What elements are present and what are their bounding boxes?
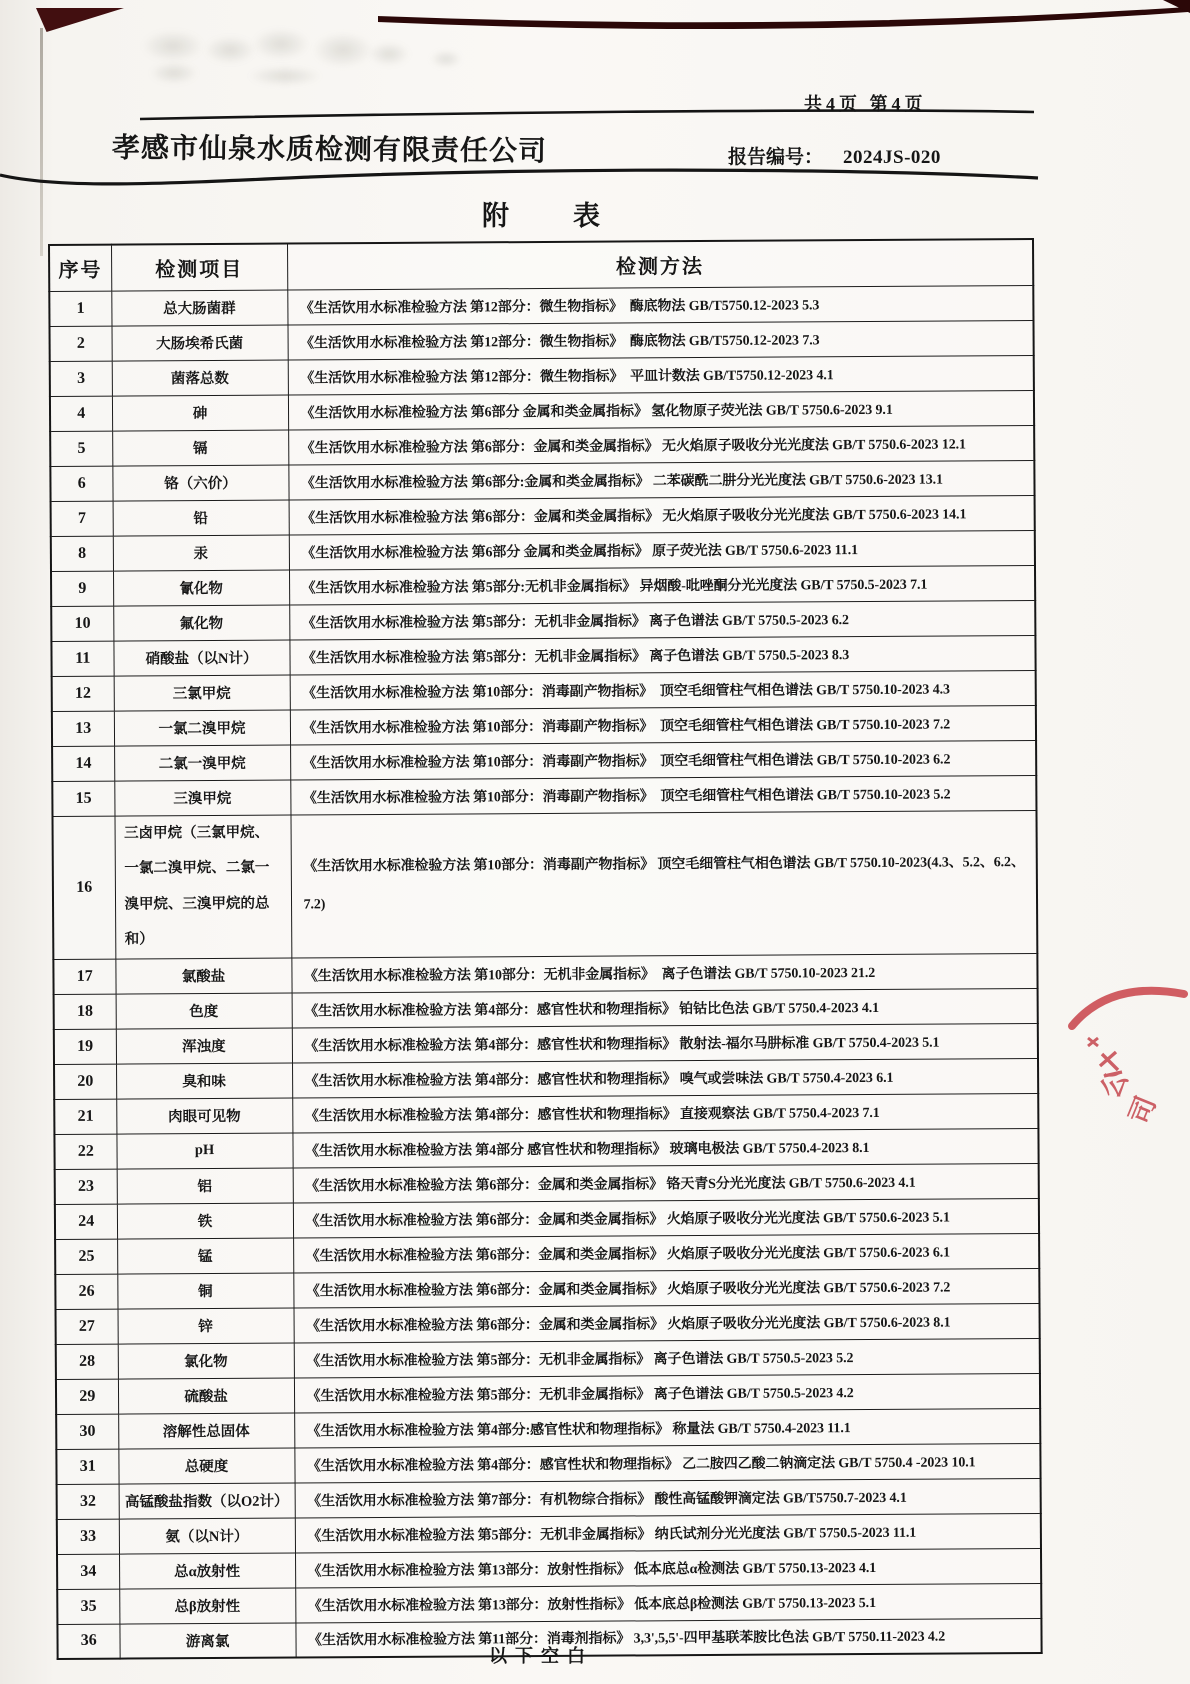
test-method-cell: 《生活饮用水标准检验方法 第5部分：无机非金属指标》 离子色谱法 GB/T 5750.5-2023 4.2 [294,1373,1040,1413]
test-item-cell: 总α放射性 [119,1553,295,1589]
page-title [48,194,1034,233]
table-row [56,1338,1040,1379]
table-row [52,705,1036,746]
test-item-cell: 三卤甲烷（三氯甲烷、一氯二溴甲烷、二氯一溴甲烷、三溴甲烷的总和） [114,815,291,959]
test-item-cell: 溶解性总固体 [118,1413,294,1449]
test-item-cell: pH [116,1133,292,1169]
row-number-cell: 11 [51,641,113,676]
table-row [56,1373,1040,1414]
row-number-cell: 36 [57,1624,119,1659]
table-row [52,810,1037,959]
column-header-method: 检测方法 [287,239,1033,290]
test-item-cell: 臭和味 [116,1063,292,1099]
table-row [55,1163,1039,1204]
table-row [51,600,1035,641]
test-method-cell: 《生活饮用水标准检验方法 第4部分：感官性状和物理指标》 直接观察法 GB/T 5750.4-2023 7.1 [292,1093,1038,1133]
row-number-cell: 31 [56,1449,118,1484]
table-row [53,953,1037,994]
row-number-cell: 5 [50,431,112,466]
test-item-cell: 硝酸盐（以N计） [113,640,289,676]
table-row [55,1198,1039,1239]
test-item-cell: 总硬度 [118,1448,294,1484]
bleedthrough-mark [312,32,374,68]
row-number-cell: 30 [56,1414,118,1449]
table-row [54,1093,1038,1134]
row-number-cell: 7 [51,501,113,536]
row-number-cell: 17 [53,959,115,994]
row-number-cell: 4 [50,396,112,431]
company-seal-stamp [1058,968,1190,1138]
test-method-cell: 《生活饮用水标准检验方法 第4部分：感官性状和物理指标》 铂钴比色法 GB/T 5750.4-2023 4.1 [292,988,1038,1028]
blank-below-note: 以下空白 [489,1646,593,1666]
test-item-cell: 菌落总数 [112,360,288,396]
table-row [54,1023,1038,1064]
table-row [50,425,1034,466]
test-item-cell: 锰 [117,1238,293,1274]
row-number-cell: 13 [52,711,114,746]
test-item-cell: 铝 [117,1168,293,1204]
test-method-cell: 《生活饮用水标准检验方法 第5部分：无机非金属指标》 纳氏试剂分光光度法 GB/T 5750.5-2023 11.1 [295,1513,1041,1553]
test-item-cell: 三氯甲烷 [114,675,290,711]
row-number-cell: 16 [52,816,115,959]
test-method-cell: 《生活饮用水标准检验方法 第12部分：微生物指标》 酶底物法 GB/T5750.12-2023 5.3 [287,285,1033,325]
table-row [52,775,1036,816]
test-item-cell: 二氯一溴甲烷 [114,745,290,781]
test-item-cell: 铬（六价） [112,465,288,501]
row-number-cell: 20 [54,1064,116,1099]
test-method-cell: 《生活饮用水标准检验方法 第5部分：无机非金属指标》 离子色谱法 GB/T 5750.5-2023 5.2 [294,1338,1040,1378]
row-number-cell: 24 [55,1204,117,1239]
test-item-cell: 三溴甲烷 [114,780,290,816]
page-count-label: 共4页 第4页 [804,94,927,114]
column-header-no: 序号 [49,245,111,291]
test-item-cell: 汞 [113,535,289,571]
table-row [57,1583,1041,1624]
page-title-char1: 附 [482,201,509,231]
test-item-cell: 总β放射性 [119,1588,295,1624]
row-number-cell: 27 [56,1309,118,1344]
table-row [50,355,1034,396]
test-method-cell: 《生活饮用水标准检验方法 第10部分：消毒副产物指标》 顶空毛细管柱气相色谱法 GB/T 5750.10-2023 5.2 [290,775,1036,815]
test-item-cell: 总大肠菌群 [111,290,287,326]
table-row [54,1058,1038,1099]
table-row [51,495,1035,536]
test-method-table [48,238,1043,1660]
company-name: 孝感市仙泉水质检测有限责任公司 [111,133,548,168]
test-method-cell: 《生活饮用水标准检验方法 第4部分：感官性状和物理指标》 散射法-福尔马肼标准 GB/T 5750.4-2023 5.1 [292,1023,1038,1063]
test-method-cell: 《生活饮用水标准检验方法 第5部分：无机非金属指标》 离子色谱法 GB/T 5750.5-2023 8.3 [289,635,1035,675]
seal-char-gong: 公 [1094,1064,1134,1103]
row-number-cell: 14 [52,746,114,781]
test-item-cell: 氯酸盐 [115,958,291,994]
test-item-cell: 镉 [112,430,288,466]
row-number-cell: 8 [51,536,113,571]
test-item-cell: 肉眼可见物 [116,1098,292,1134]
bleedthrough-mark [252,28,310,60]
report-number-label: 报告编号： [728,147,824,168]
test-method-cell: 《生活饮用水标准检验方法 第6部分：金属和类金属指标》 火焰原子吸收分光光度法 GB/T 5750.6-2023 6.1 [293,1233,1039,1273]
row-number-cell: 18 [54,994,116,1029]
test-method-cell: 《生活饮用水标准检验方法 第5部分:无机非金属指标》 异烟酸-吡唑酮分光光度法 GB/T 5750.5-2023 7.1 [289,565,1035,605]
test-item-cell: 游离氯 [119,1623,295,1659]
bleedthrough-mark [368,42,410,66]
test-item-cell: 高锰酸盐指数（以O2计） [119,1483,295,1519]
table-row [50,460,1034,501]
table-row [50,390,1034,431]
test-method-cell: 《生活饮用水标准检验方法 第4部分：感官性状和物理指标》 嗅气或尝味法 GB/T 5750.4-2023 6.1 [292,1058,1038,1098]
bleedthrough-mark [430,50,462,68]
test-method-cell: 《生活饮用水标准检验方法 第6部分:金属和类金属指标》 二苯碳酰二肼分光光度法 GB/T 5750.6-2023 13.1 [288,460,1034,500]
table-row [56,1443,1040,1484]
test-method-cell: 《生活饮用水标准检验方法 第4部分：感官性状和物理指标》 乙二胺四乙酸二钠滴定法 GB/T 5750.4 -2023 10.1 [294,1443,1040,1483]
row-number-cell: 32 [57,1484,119,1519]
test-method-cell: 《生活饮用水标准检验方法 第10部分：消毒副产物指标》 顶空毛细管柱气相色谱法 GB/T 5750.10-2023(4.3、5.2、6.2、7.2) [290,810,1037,958]
test-item-cell: 氯化物 [118,1343,294,1379]
scan-page-edge-shadow [378,4,1190,34]
table-row [52,670,1036,711]
test-method-cell: 《生活饮用水标准检验方法 第10部分：消毒副产物指标》 顶空毛细管柱气相色谱法 GB/T 5750.10-2023 7.2 [290,705,1036,745]
method-table-body [49,285,1041,1659]
test-item-cell: 铅 [113,500,289,536]
row-number-cell: 33 [57,1519,119,1554]
test-item-cell: 氟化物 [113,605,289,641]
page-title-char2: 表 [573,201,600,231]
test-item-cell: 大肠埃希氏菌 [111,325,287,361]
test-method-cell: 《生活饮用水标准检验方法 第13部分：放射性指标》 低本底总α检测法 GB/T 5750.13-2023 4.1 [295,1548,1041,1588]
table-row [54,988,1038,1029]
bleedthrough-mark [150,62,198,84]
test-item-cell: 色度 [116,993,292,1029]
table-row [57,1513,1041,1554]
table-row [52,740,1036,781]
row-number-cell: 28 [56,1344,118,1379]
table-row [50,320,1034,361]
row-number-cell: 26 [55,1274,117,1309]
row-number-cell: 3 [50,361,112,396]
table-row [55,1268,1039,1309]
row-number-cell: 6 [50,466,112,501]
row-number-cell: 12 [52,676,114,711]
scan-background-corner [36,8,124,32]
test-item-cell: 砷 [112,395,288,431]
row-number-cell: 23 [55,1169,117,1204]
test-method-cell: 《生活饮用水标准检验方法 第6部分 金属和类金属指标》 氢化物原子荧光法 GB/T 5750.6-2023 9.1 [288,390,1034,430]
row-number-cell: 34 [57,1554,119,1589]
test-method-cell: 《生活饮用水标准检验方法 第10部分：无机非金属指标》 离子色谱法 GB/T 5750.10-2023 21.2 [291,953,1037,993]
test-method-cell: 《生活饮用水标准检验方法 第6部分：金属和类金属指标》 火焰原子吸收分光光度法 GB/T 5750.6-2023 7.2 [293,1268,1039,1308]
test-method-cell: 《生活饮用水标准检验方法 第12部分：微生物指标》 平皿计数法 GB/T5750.12-2023 4.1 [288,355,1034,395]
table-header-row [49,239,1033,291]
row-number-cell: 21 [54,1099,116,1134]
bleedthrough-mark [248,66,322,86]
test-method-cell: 《生活饮用水标准检验方法 第4部分 感官性状和物理指标》 玻璃电极法 GB/T 5750.4-2023 8.1 [292,1128,1038,1168]
test-method-cell: 《生活饮用水标准检验方法 第7部分：有机物综合指标》 酸性高锰酸钾滴定法 GB/T5750.7-2023 4.1 [295,1478,1041,1518]
test-item-cell: 硫酸盐 [118,1378,294,1414]
test-method-cell: 《生活饮用水标准检验方法 第6部分：金属和类金属指标》 无火焰原子吸收分光光度法 GB/T 5750.6-2023 12.1 [288,425,1034,465]
table-row [56,1303,1040,1344]
bleedthrough-mark [142,30,204,62]
test-item-cell: 氰化物 [113,570,289,606]
row-number-cell: 1 [49,291,111,326]
test-method-cell: 《生活饮用水标准检验方法 第4部分:感官性状和物理指标》 称量法 GB/T 5750.4-2023 11.1 [294,1408,1040,1448]
table-row [57,1478,1041,1519]
test-method-cell: 《生活饮用水标准检验方法 第10部分：消毒副产物指标》 顶空毛细管柱气相色谱法 GB/T 5750.10-2023 4.3 [290,670,1036,710]
header-rule-bottom [0,164,1040,192]
row-number-cell: 25 [55,1239,117,1274]
test-item-cell: 氨（以N计） [119,1518,295,1554]
seal-char-si: 司 [1123,1091,1162,1129]
test-method-cell: 《生活饮用水标准检验方法 第12部分：微生物指标》 酶底物法 GB/T5750.12-2023 7.3 [287,320,1033,360]
page-fold-line [40,28,43,256]
table-row [51,635,1035,676]
table-row [55,1233,1039,1274]
table-row [57,1548,1041,1589]
row-number-cell: 35 [57,1589,119,1624]
row-number-cell: 29 [56,1379,118,1414]
test-method-cell: 《生活饮用水标准检验方法 第13部分：放射性指标》 低本底总β检测法 GB/T 5750.13-2023 5.1 [295,1583,1041,1623]
test-item-cell: 一氯二溴甲烷 [114,710,290,746]
row-number-cell: 15 [52,781,114,816]
test-item-cell: 浑浊度 [116,1028,292,1064]
test-method-cell: 《生活饮用水标准检验方法 第6部分：金属和类金属指标》 无火焰原子吸收分光光度法 GB/T 5750.6-2023 14.1 [289,495,1035,535]
report-number-value: 2024JS-020 [843,147,941,168]
test-method-cell: 《生活饮用水标准检验方法 第11部分：消毒剂指标》 3,3',5,5'-四甲基联苯胺比色法 GB/T 5750.11-2023 4.2 [295,1618,1041,1658]
test-item-cell: 铜 [117,1273,293,1309]
table-row [56,1408,1040,1449]
row-number-cell: 9 [51,571,113,606]
table-row [51,565,1035,606]
row-number-cell: 19 [54,1029,116,1064]
test-method-cell: 《生活饮用水标准检验方法 第5部分：无机非金属指标》 离子色谱法 GB/T 5750.5-2023 6.2 [289,600,1035,640]
test-method-cell: 《生活饮用水标准检验方法 第6部分 金属和类金属指标》 原子荧光法 GB/T 5750.6-2023 11.1 [289,530,1035,570]
table-row [51,530,1035,571]
test-method-cell: 《生活饮用水标准检验方法 第6部分：金属和类金属指标》 铬天青S分光光度法 GB/T 5750.6-2023 4.1 [293,1163,1039,1203]
bleedthrough-mark [204,36,256,64]
test-item-cell: 锌 [118,1308,294,1344]
row-number-cell: 22 [54,1134,116,1169]
row-number-cell: 2 [50,326,112,361]
table-row [49,285,1033,326]
table-row [54,1128,1038,1169]
test-method-cell: 《生活饮用水标准检验方法 第10部分：消毒副产物指标》 顶空毛细管柱气相色谱法 GB/T 5750.10-2023 6.2 [290,740,1036,780]
row-number-cell: 10 [51,606,113,641]
test-item-cell: 铁 [117,1203,293,1239]
column-header-item: 检测项目 [111,244,287,291]
test-method-cell: 《生活饮用水标准检验方法 第6部分：金属和类金属指标》 火焰原子吸收分光光度法 GB/T 5750.6-2023 8.1 [294,1303,1040,1343]
test-method-cell: 《生活饮用水标准检验方法 第6部分：金属和类金属指标》 火焰原子吸收分光光度法 GB/T 5750.6-2023 5.1 [293,1198,1039,1238]
header-rule-top [138,104,1038,124]
